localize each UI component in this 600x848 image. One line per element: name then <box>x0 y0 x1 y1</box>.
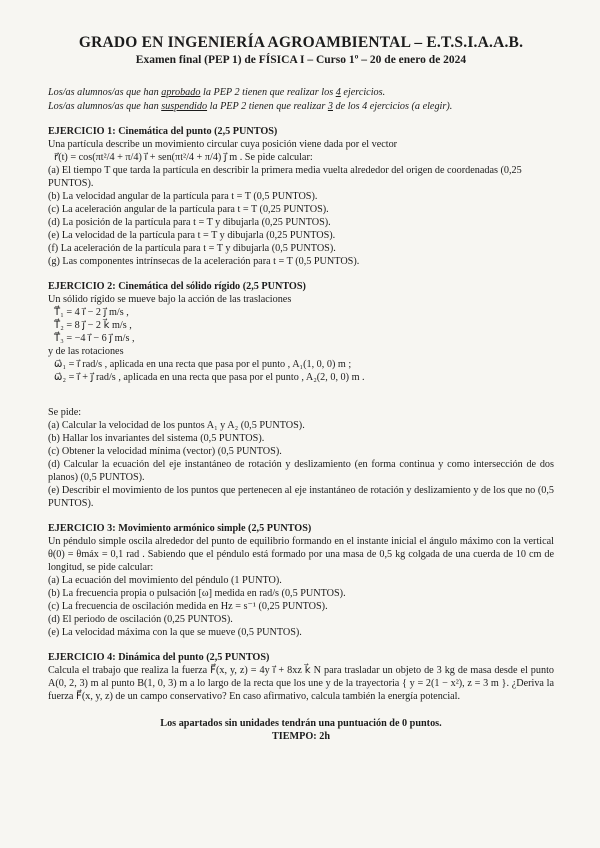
exercise-1-item-a: (a) El tiempo T que tarda la partícula en describir la primera media vuelta alrededor del origen de coordenadas (0,25 PUNTOS). <box>48 165 522 189</box>
exercise-1-item-f: (f) La aceleración de la partícula para t = T y dibujarla (0,5 PUNTOS). <box>48 243 336 254</box>
exercise-2-item-d: (d) Calcular la ecuación del eje instantáneo de rotación y deslizamiento (en forma continua y como intersección de dos planos) (0,5 PUNTOS). <box>48 459 554 483</box>
exercise-4-heading: EJERCICIO 4: Dinámica del punto (2,5 PUNTOS) <box>48 652 270 663</box>
instructions <box>48 86 554 113</box>
exercise-1-item-e: (e) La velocidad de la partícula para t = T y dibujarla (0,25 PUNTOS). <box>48 230 336 241</box>
exercise-3-intro: Un péndulo simple oscila alrededor del punto de equilibrio formando en el instante inicial el ángulo máximo con la vertical θ(0) = θmáx = 0,1 rad . Sabiendo que el péndulo está formado por una masa de 0,5 kg colgada de una cuerda de 10 cm de longitud, se pide calcular: <box>48 536 554 573</box>
exercise-2-heading: EJERCICIO 2: Cinemática del sólido rígido (2,5 PUNTOS) <box>48 281 306 292</box>
exercise-2-item-e: (e) Describir el movimiento de los puntos que pertenecen al eje instantáneo de rotación y deslizamiento y de los que no (0,5 PUNTOS). <box>48 485 554 509</box>
exercise-2-item-c: (c) Obtener la velocidad mínima (vector) (0,5 PUNTOS). <box>48 446 282 457</box>
exercise-4-text: Calcula el trabajo que realiza la fuerza F⃗(x, y, z) = 4y i⃗ + 8xz k⃗ N para trasladar un objeto de 3 kg de masa desde el punto A(0, 2, 3) m al punto B(1, 0, 3) m a lo largo de la recta que los une y de la trayectoria { y = 2(1 − x²), z = 3 m }. ¿Deriva la fuerza F⃗(x, y, z) de un campo conservativo? En caso afirmativo, calcula también la energía potencial. <box>48 665 554 702</box>
exercise-2-rotation-1: ω⃗₁ = i⃗ rad/s , aplicada en una recta que pasa por el punto , A₁(1, 0, 0) m ; <box>54 359 352 370</box>
exercise-1-item-g: (g) Las componentes intrínsecas de la aceleración para t = T (0,5 PUNTOS). <box>48 256 360 267</box>
exercise-1-vector: r⃗(t) = cos(πt²/4 + π/4) i⃗ + sen(πt²/4 + π/4) j⃗ m . Se pide calcular: <box>54 152 313 163</box>
exercise-1-item-d: (d) La posición de la partícula para t = T y dibujarla (0,25 PUNTOS). <box>48 217 331 228</box>
exercise-1-intro: Una partícula describe un movimiento circular cuya posición viene dada por el vector <box>48 139 398 150</box>
spacer <box>48 384 554 406</box>
exercise-2-translation-3: T⃗₃ = −4 i⃗ − 6 j⃗ m/s , <box>54 333 135 344</box>
instruction-approved: Los/as alumnos/as que han aprobado la PEP 2 tienen que realizar los 4 ejercicios. <box>48 87 386 98</box>
exercise-1-item-b: (b) La velocidad angular de la partícula para t = T (0,5 PUNTOS). <box>48 191 318 202</box>
exercise-2-intro: Un sólido rígido se mueve bajo la acción de las traslaciones <box>48 294 292 305</box>
exercise-2-rotation-2: ω⃗₂ = i⃗ + j⃗ rad/s , aplicada en una recta que pasa por el punto , A₂(2, 0, 0) m . <box>54 372 365 383</box>
exercise-3-item-c: (c) La frecuencia de oscilación medida en Hz = s⁻¹ (0,25 PUNTOS). <box>48 601 328 612</box>
footer-time: TIEMPO: 2h <box>271 731 331 742</box>
exercise-1-item-c: (c) La aceleración angular de la partícula para t = T (0,25 PUNTOS). <box>48 204 329 215</box>
instruction-failed: Los/as alumnos/as que han suspendido la PEP 2 tienen que realizar 3 de los 4 ejercicios (a elegir). <box>48 100 453 112</box>
exercise-2-translation-2: T⃗₂ = 8 j⃗ − 2 k⃗ m/s , <box>54 320 132 331</box>
exercise-3-heading: EJERCICIO 3: Movimiento armónico simple (2,5 PUNTOS) <box>48 523 312 534</box>
exercise-1-heading: EJERCICIO 1: Cinemática del punto (2,5 PUNTOS) <box>48 126 278 137</box>
exercise-2-item-a: (a) Calcular la velocidad de los puntos A₁ y A₂ (0,5 PUNTOS). <box>48 420 305 431</box>
exercise-2-item-b: (b) Hallar los invariantes del sistema (0,5 PUNTOS). <box>48 433 265 444</box>
exercise-2-ask: Se pide: <box>48 407 82 418</box>
footer-note: Los apartados sin unidades tendrán una puntuación de 0 puntos. <box>160 718 442 729</box>
exam-title: GRADO EN INGENIERÍA AGROAMBIENTAL – E.T.S.I.A.A.B. <box>78 34 524 51</box>
exercise-3-item-a: (a) La ecuación del movimiento del péndulo (1 PUNTO). <box>48 575 282 586</box>
exercise-2-translation-1: T⃗₁ = 4 i⃗ − 2 j⃗ m/s , <box>54 307 129 318</box>
exercise-3-item-e: (e) La velocidad máxima con la que se mueve (0,5 PUNTOS). <box>48 627 302 638</box>
exercise-2-rotations-intro: y de las rotaciones <box>48 346 124 357</box>
exam-subtitle: Examen final (PEP 1) de FÍSICA I – Curso 1º – 20 de enero de 2024 <box>135 54 467 66</box>
exercise-2 <box>48 280 554 510</box>
exercise-3 <box>48 522 554 639</box>
exam-footer <box>48 717 554 743</box>
exercise-4 <box>48 651 554 703</box>
exercise-3-item-b: (b) La frecuencia propia o pulsación [ω] medida en rad/s (0,5 PUNTOS). <box>48 588 346 599</box>
exercise-3-item-d: (d) El periodo de oscilación (0,25 PUNTOS). <box>48 614 233 625</box>
exercise-1 <box>48 125 554 268</box>
